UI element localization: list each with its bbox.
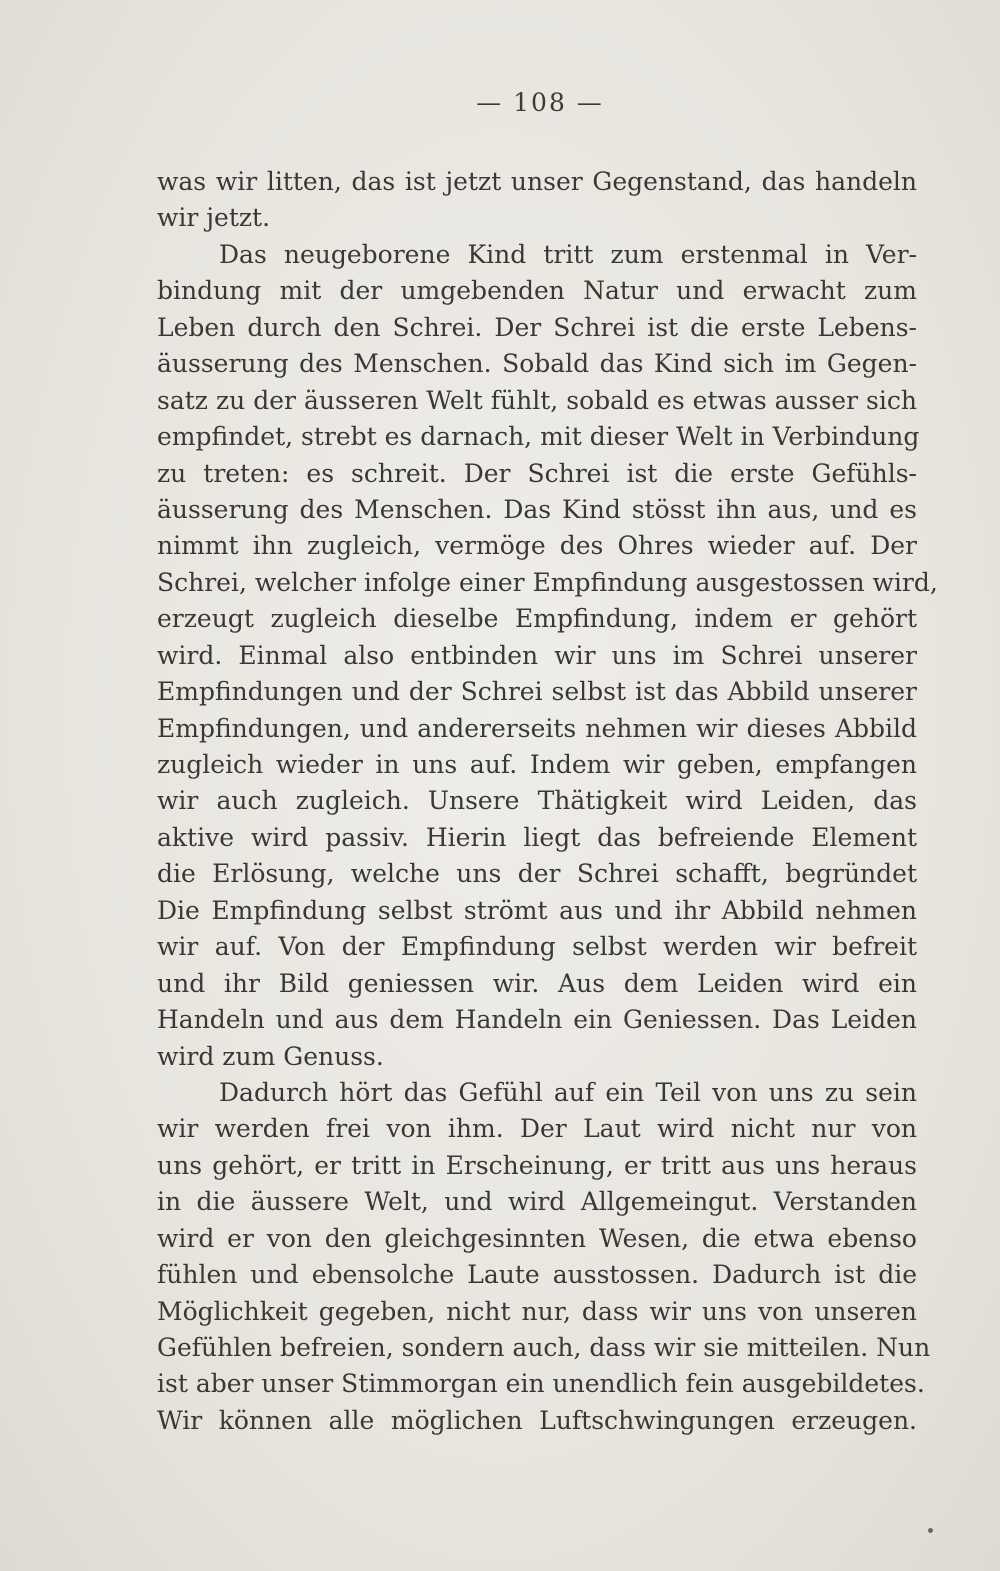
paper-speck [928,1528,933,1533]
text-line: Empfindungen, und andererseits nehmen wir dieses Abbild [157,713,917,743]
text-line: und ihr Bild geniessen wir. Aus dem Leiden wird ein [157,968,917,998]
text-line: ist aber unser Stimmorgan ein unendlich fein ausgebildetes. [157,1369,925,1399]
text-line: wir auf. Von der Empfindung selbst werden wir befreit [157,932,917,962]
text-line: uns gehört, er tritt in Erscheinung, er tritt aus uns heraus [157,1150,917,1180]
paragraph-first-line: Dadurch hört das Gefühl auf ein Teil von uns zu sein [219,1077,917,1107]
text-line: in die äussere Welt, und wird Allgemeingut. Verstanden [157,1187,917,1217]
text-line: bindung mit der umgebenden Natur und erwacht zum [157,276,917,306]
text-line: Handeln und aus dem Handeln ein Geniessen. Das Leiden [157,1005,917,1035]
text-line: Gefühlen befreien, sondern auch, dass wir sie mitteilen. Nun [157,1333,931,1362]
text-line: Wir können alle möglichen Luftschwingungen erzeugen. [157,1405,917,1435]
text-line: nimmt ihn zugleich, vermöge des Ohres wieder auf. Der [157,531,917,561]
text-line: zugleich wieder in uns auf. Indem wir geben, empfangen [157,750,917,779]
text-line: wird er von den gleichgesinnten Wesen, die etwa ebenso [157,1223,917,1253]
text-line: fühlen und ebensolche Laute ausstossen. Dadurch ist die [157,1260,917,1290]
text-line: wird zum Genuss. [157,1041,384,1071]
text-line: wir auch zugleich. Unsere Thätigkeit wird Leiden, das [157,786,917,816]
paragraph-first-line: Das neugeborene Kind tritt zum erstenmal in Ver- [219,239,917,269]
text-line: äusserung des Menschen. Das Kind stösst ihn aus, und es [157,494,917,524]
text-line: Empfindungen und der Schrei selbst ist das Abbild unserer [157,677,917,707]
text-line: äusserung des Menschen. Sobald das Kind sich im Gegen- [157,349,917,379]
text-line: aktive wird passiv. Hierin liegt das befreiende Element [157,822,917,852]
text-line: satz zu der äusseren Welt fühlt, sobald es etwas ausser sich [157,385,917,415]
text-line: zu treten: es schreit. Der Schrei ist die erste Gefühls- [157,458,917,488]
text-line: Leben durch den Schrei. Der Schrei ist die erste Lebens- [157,312,917,342]
body-text [157,164,938,1439]
text-line: erzeugt zugleich dieselbe Empfindung, indem er gehört [157,604,917,634]
text-line: wir werden frei von ihm. Der Laut wird nicht nur von [157,1114,917,1144]
text-line: Schrei, welcher infolge einer Empfindung ausgestossen wird, [157,567,938,597]
text-line: wir jetzt. [157,203,271,233]
text-line: was wir litten, das ist jetzt unser Gegenstand, das handeln [157,167,917,196]
text-line: wird. Einmal also entbinden wir uns im Schrei unserer [157,640,917,670]
text-line: Möglichkeit gegeben, nicht nur, dass wir uns von unseren [157,1296,917,1326]
text-line: empfindet, strebt es darnach, mit dieser Welt in Verbindung [157,422,920,452]
text-line: Die Empfindung selbst strömt aus und ihr Abbild nehmen [157,895,917,925]
text-line: die Erlösung, welche uns der Schrei schafft, begründet [157,859,917,889]
page-number: — 108 — [476,88,604,117]
